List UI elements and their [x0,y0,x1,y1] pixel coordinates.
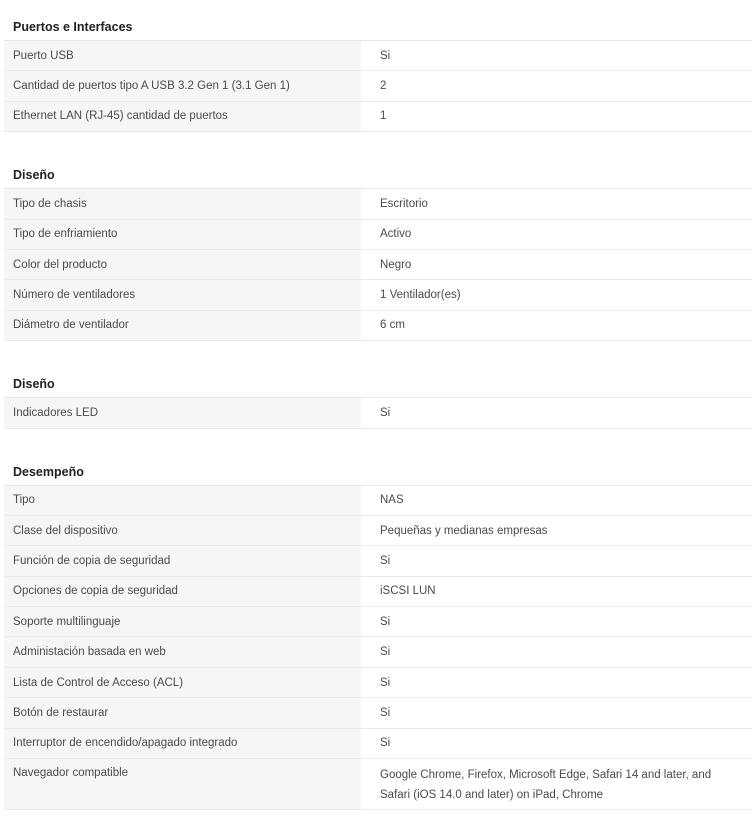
spec-label: Clase del dispositivo [4,516,361,545]
spec-row [4,102,752,132]
spec-label: Administación basada en web [4,637,361,666]
spec-row [4,546,752,576]
spec-row [4,486,752,516]
spec-value: iSCSI LUN [380,585,436,598]
spec-value: Activo [380,228,412,241]
spec-label: Lista de Control de Acceso (ACL) [4,668,361,697]
spec-label: Indicadores LED [4,398,361,427]
spec-label: Tipo [4,486,361,515]
spec-row [4,668,752,698]
spec-value: 6 cm [380,319,405,332]
spec-value: Si [380,706,391,719]
spec-label: Color del producto [4,250,361,279]
section-ports-interfaces [4,14,752,132]
section-spacer [4,341,752,371]
section-design-led [4,371,752,428]
spec-row [4,250,752,280]
spec-row [4,607,752,637]
section-performance [4,459,752,811]
specifications-table [4,14,752,810]
spec-row [4,759,752,810]
spec-value: 2 [380,80,387,93]
spec-value: 1 [380,110,387,123]
spec-value: Negro [380,258,412,271]
spec-label: Ethernet LAN (RJ-45) cantidad de puertos [4,102,361,131]
spec-row [4,698,752,728]
section-spacer [4,429,752,459]
section-title: Desempeño [4,459,752,486]
spec-row [4,41,752,71]
spec-value: 1 Ventilador(es) [380,289,461,302]
spec-row [4,516,752,546]
section-spacer [4,132,752,162]
spec-label: Interruptor de encendido/apagado integrado [4,729,361,758]
spec-row [4,220,752,250]
spec-row [4,729,752,759]
section-title: Puertos e Interfaces [4,14,752,41]
spec-row [4,398,752,428]
spec-value: Si [380,646,391,659]
spec-row [4,311,752,341]
spec-value: Si [380,406,391,419]
section-title: Diseño [4,162,752,189]
spec-row [4,280,752,310]
spec-value: NAS [380,494,404,507]
spec-row [4,71,752,101]
spec-label: Puerto USB [4,41,361,70]
spec-value: Si [380,49,391,62]
spec-label: Navegador compatible [4,759,361,809]
section-design [4,162,752,341]
section-title: Diseño [4,371,752,398]
spec-value: Si [380,737,391,750]
spec-label: Función de copia de seguridad [4,546,361,575]
spec-value: Si [380,615,391,628]
spec-label: Botón de restaurar [4,698,361,727]
spec-label: Diámetro de ventilador [4,311,361,340]
spec-row [4,637,752,667]
spec-row [4,577,752,607]
spec-value: Pequeñas y medianas empresas [380,524,548,537]
spec-label: Cantidad de puertos tipo A USB 3.2 Gen 1 (3.1 Gen 1) [4,71,361,100]
spec-row [4,189,752,219]
spec-label: Opciones de copia de seguridad [4,577,361,606]
spec-value: Si [380,554,391,567]
spec-label: Tipo de enfriamiento [4,220,361,249]
spec-label: Soporte multilinguaje [4,607,361,636]
spec-value: Escritorio [380,197,428,210]
spec-label: Número de ventiladores [4,280,361,309]
spec-value: Si [380,676,391,689]
spec-value: Google Chrome, Firefox, Microsoft Edge, Safari 14 and later, and Safari (iOS 14.0 and later) on iPad, Chrome [380,769,712,802]
spec-label: Tipo de chasis [4,189,361,218]
